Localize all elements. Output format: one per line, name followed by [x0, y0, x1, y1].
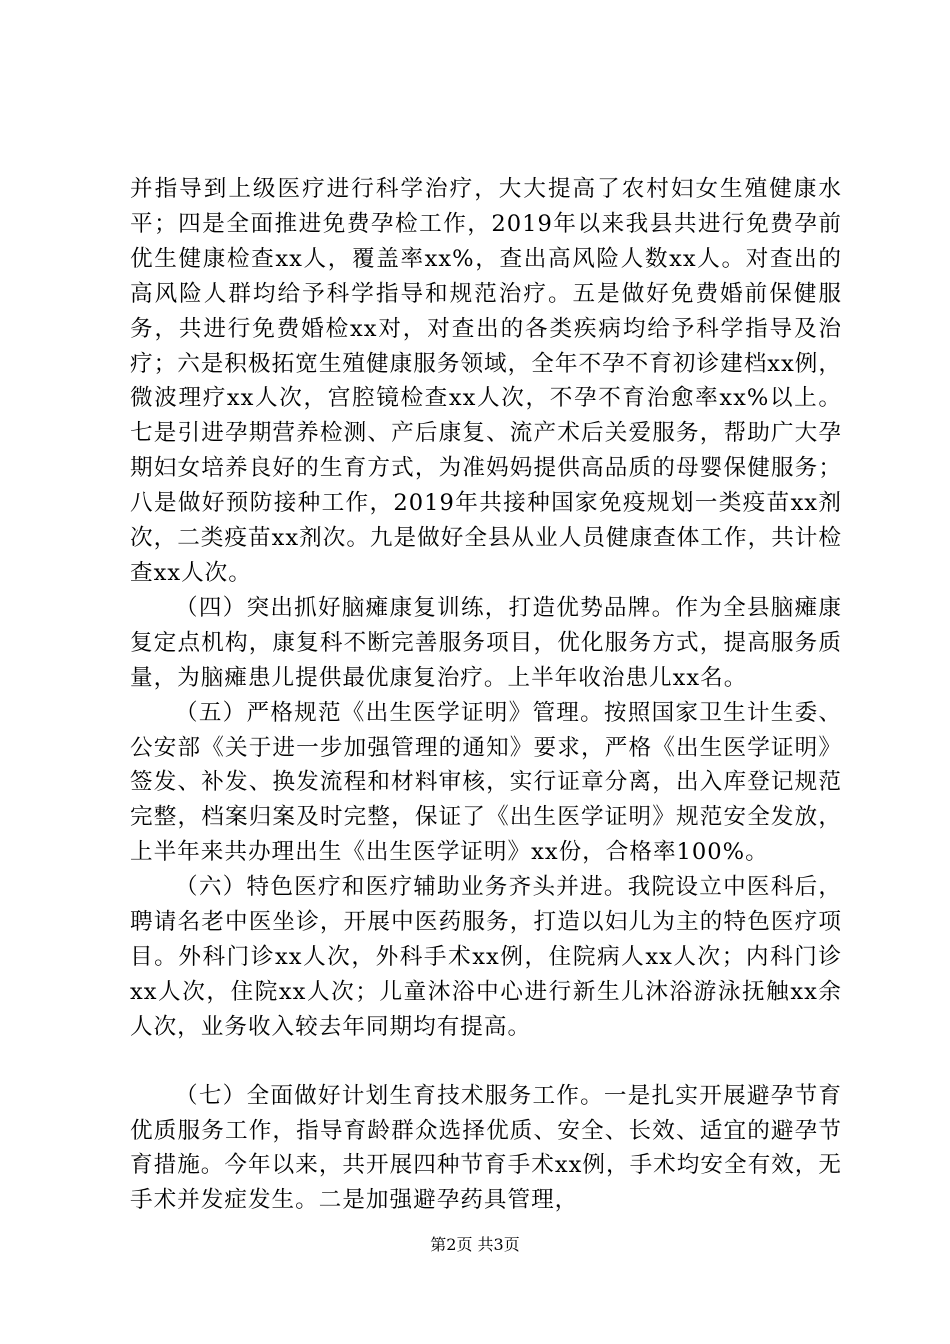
paragraph-section-7: （七）全面做好计划生育技术服务工作。一是扎实开展避孕节育优质服务工作，指导育龄群众选择优质、安全、长效、适宜的避孕节育措施。今年以来，共开展四种节育手术xx例，手术均安全有效，无手术并发症发生。二是加强避孕药具管理， — [130, 1082, 842, 1214]
paragraph-section-6: （六）特色医疗和医疗辅助业务齐头并进。我院设立中医科后，聘请名老中医坐诊，开展中医药服务，打造以妇儿为主的特色医疗项目。外科门诊xx人次，外科手术xx例，住院病人xx人次；内科门诊xx人次，住院xx人次；儿童沐浴中心进行新生儿沐浴游泳抚触xx余人次，业务收入较去年同期均有提高。 — [130, 874, 842, 1040]
page-number-footer: 第2页 共3页 — [430, 1235, 520, 1254]
paragraph-section-5: （五）严格规范《出生医学证明》管理。按照国家卫生计生委、公安部《关于进一步加强管理的通知》要求，严格《出生医学证明》签发、补发、换发流程和材料审核，实行证章分离，出入库登记规范完整，档案归案及时完整，保证了《出生医学证明》规范安全发放，上半年来共办理出生《出生医学证明》xx份，合格率100%。 — [130, 699, 842, 866]
paragraph-continuation: 并指导到上级医疗进行科学治疗，大大提高了农村妇女生殖健康水平；四是全面推进免费孕检工作，2019年以来我县共进行免费孕前优生健康检查xx人，覆盖率xx%，查出高风险人数xx人。对查出的高风险人群均给予科学指导和规范治疗。五是做好免费婚前保健服务，共进行免费婚检xx对，对查出的各类疾病均给予科学指导及治疗；六是积极拓宽生殖健康服务领域，全年不孕不育初诊建档xx例，微波理疗xx人次，宫腔镜检查xx人次，不孕不育治愈率xx%以上。七是引进孕期营养检测、产后康复、流产术后关爱服务，帮助广大孕期妇女培养良好的生育方式，为准妈妈提供高品质的母婴保健服务；八是做好预防接种工作，2019年共接种国家免疫规划一类疫苗xx剂次，二类疫苗xx剂次。九是做好全县从业人员健康查体工作，共计检查xx人次。 — [130, 176, 842, 586]
paragraph-section-4: （四）突出抓好脑瘫康复训练，打造优势品牌。作为全县脑瘫康复定点机构，康复科不断完善服务项目，优化服务方式，提高服务质量，为脑瘫患儿提供最优康复治疗。上半年收治患儿xx名。 — [130, 594, 842, 691]
document-body — [130, 172, 842, 1218]
